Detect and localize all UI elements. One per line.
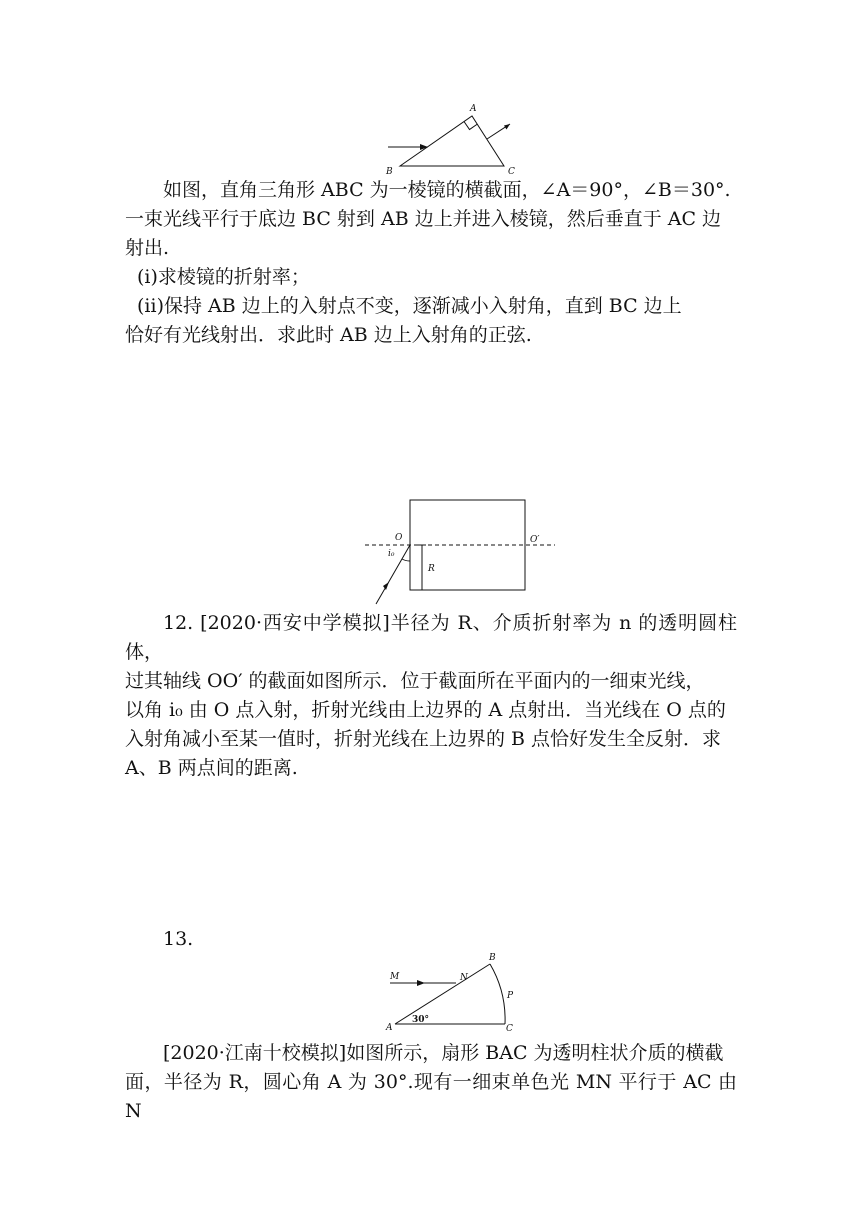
label-i0: i₀ <box>388 549 395 559</box>
problem-13-line-1: [2020·江南十校模拟]如图所示，扇形 BAC 为透明柱状介质的横截 <box>163 1042 724 1064</box>
label-o: O <box>395 533 403 543</box>
incident-arrow-2 <box>383 582 389 590</box>
arc-bc <box>490 964 505 1024</box>
prism-line-1: 如图，直角三角形 ABC 为一棱镜的横截面，∠A＝90°，∠B＝30°. <box>163 179 731 201</box>
sector-figure <box>380 950 520 1035</box>
prism-line-2: 一束光线平行于底边 BC 射到 AB 边上并进入棱镜，然后垂直于 AC 边 <box>125 208 722 230</box>
problem-12-line-2: 过其轴线 OO′ 的截面如图所示．位于截面所在平面内的一细束光线， <box>125 670 705 692</box>
problem-12 <box>125 609 737 783</box>
problem-12-line-1: 12. [2020·西安中学模拟]半径为 R、介质折射率为 n 的透明圆柱体， <box>125 612 737 663</box>
label-a3: A <box>386 1023 393 1033</box>
prism-part-1: (ⅰ)求棱镜的折射率； <box>137 266 310 288</box>
problem-13-number: 13. <box>163 928 194 950</box>
exit-arrow <box>504 124 510 130</box>
problem-prism <box>125 176 737 350</box>
label-b: B <box>386 167 393 177</box>
label-c: C <box>508 167 515 177</box>
prism-part-2-cont: 恰好有光线射出．求此时 AB 边上入射角的正弦. <box>125 324 532 346</box>
label-p: P <box>507 991 514 1001</box>
problem-13-line-2: 面，半径为 R，圆心角 A 为 30°.现有一细束单色光 MN 平行于 AC 由 N <box>125 1071 737 1122</box>
ray-arrow <box>417 980 425 986</box>
label-b3: B <box>489 953 496 963</box>
problem-12-line-5: A、B 两点间的距离. <box>125 757 298 779</box>
label-c3: C <box>506 1024 513 1034</box>
cylinder-figure <box>360 495 560 610</box>
label-n: N <box>460 973 468 983</box>
prism-part-2: (ⅱ)保持 AB 边上的入射点不变，逐渐减小入射角，直到 BC 边上 <box>137 295 682 317</box>
problem-13 <box>125 1039 737 1126</box>
prism-line-3: 射出. <box>125 237 170 259</box>
label-a: A <box>470 104 477 114</box>
label-r: R <box>428 564 435 574</box>
prism-figure <box>380 100 530 180</box>
problem-12-line-3: 以角 i₀ 由 O 点入射，折射光线由上边界的 A 点射出．当光线在 O 点的 <box>125 699 726 721</box>
label-m: M <box>390 972 400 982</box>
right-angle-mark <box>464 122 478 130</box>
problem-12-line-4: 入射角减小至某一值时，折射光线在上边界的 B 点恰好发生全反射．求 <box>125 728 722 750</box>
radius-ab <box>395 964 490 1024</box>
triangle-abc <box>400 116 504 166</box>
angle-label: 30° <box>412 1015 430 1025</box>
label-o-prime: O′ <box>530 535 540 545</box>
